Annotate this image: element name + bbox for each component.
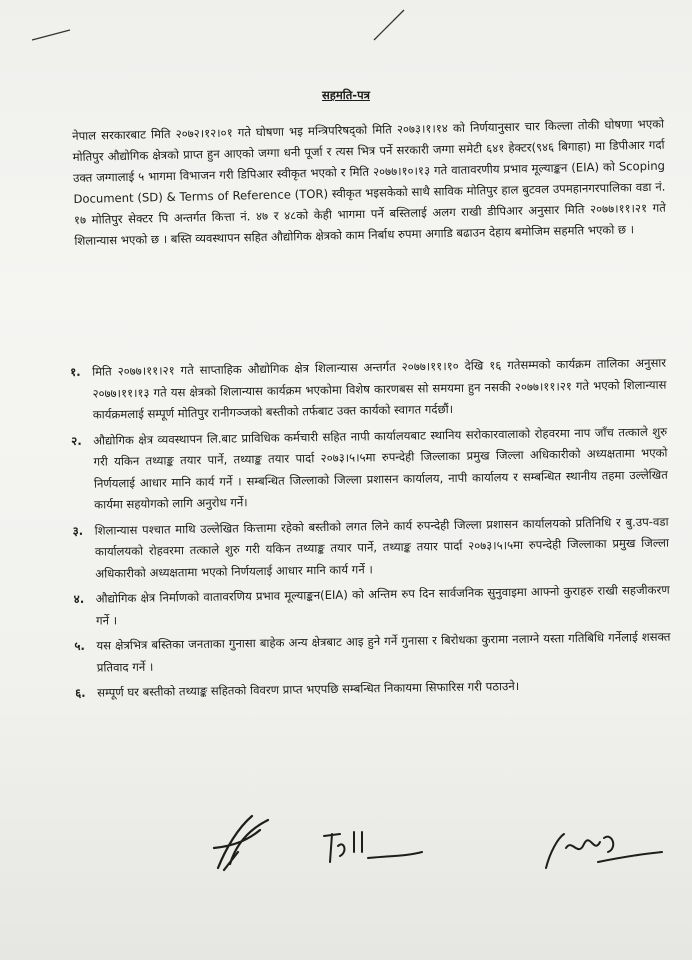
list-item	[70, 353, 667, 427]
item-text: मिति २०७७।११।२१ गते साप्ताहिक औद्योगिक क्षेत्र शिलान्यास अन्तर्गत २०७७।११।१० देखि १६ गतेसम्मको कार्यक्रम तालिका अनुसार २०७७।११।१३ गते यस क्षेत्रको शिलान्यास कार्यक्रम भएकोमा विशेष कारणबस सो समयमा हुन नसकी २०७७।११।२१ गते भएको शिलान्यास कार्यक्रमलाई सम्पूर्ण मोतिपुर रानीगञ्जको बस्तीको तर्फबाट उक्त कार्यको स्वागत गर्दछौं।	[92, 355, 667, 422]
agreement-list	[70, 353, 671, 709]
list-item	[74, 580, 671, 632]
item-number: ४.	[73, 591, 85, 606]
item-number: २.	[71, 433, 82, 448]
item-text: औद्योगिक क्षेत्र निर्माणको वातावरणिय प्रभाव मूल्याङ्कन(EIA) को अन्तिम रुप दिन सार्वजनिक सुनुवाइमा आफ्नो कुराहरु राखी सहजीकरण गर्ने ।	[95, 582, 670, 628]
pen-mark-left	[30, 24, 90, 44]
list-item	[75, 674, 671, 705]
item-number: १.	[70, 364, 81, 379]
list-item	[74, 627, 671, 679]
item-number: ६.	[75, 685, 86, 700]
intro-paragraph: नेपाल सरकारबाट मिति २०७२।१२।०१ गते घोषणा भइ मन्त्रिपरिषद्‌को मिति २०७३।१।१४ को निर्णयानुसार चार किल्ला तोकी घोषणा भएको मोतिपुर औद्योगिक क्षेत्रको प्राप्त हुन आएको जग्गा धनी पूर्जा र त्यस भित्र पर्ने सरकारी जग्गा समेटी ६४१ हेक्टर(९४६ बिगाहा) मा डिपीआर गर्दा उक्त जग्गालाई ५ भागमा विभाजन गरी डिपिआर स्वीकृत भएको र मिति २०७७।१०।१३ गते वातावरणीय प्रभाव मूल्याङ्कन (EIA) को Scoping Document (SD) & Terms of Reference (TOR) स्वीकृत भइसकेको साथै साविक मोतिपुर हाल बुटवल उपमहानगरपालिका वडा नं. १७ मोतिपुर सेक्टर पि अन्तर्गत कित्ता नं. ४७ र ४८को केही भागमा पर्ने बस्तिलाई अलग राखी डीपिआर अनुसार मिति २०७७।११।२१ गते शिलान्यास भएको छ । बस्ति व्यवस्थापन सहित औद्योगिक क्षेत्रको काम निर्बाध रुपमा अगाडि बढाउन देहाय बमोजिम सहमति भएको छ ।	[72, 116, 666, 248]
signature-left	[208, 808, 278, 878]
item-text: शिलान्यास पश्चात माथि उल्लेखित कित्तामा रहेको बस्तीको लगत लिने कार्य रुपन्देही जिल्ला प्रशासन कार्यालयको प्रतिनिधि र बु.उप-वडा कार्यालयको रोहवरमा तत्काले शुरु गरी यकिन तथ्याङ्क तयार पार्ने, तथ्याङ्क तयार पार्दा २०७३।५।५मा रुपन्देही जिल्लाका प्रमुख जिल्ला अधिकारीको अध्यक्षतामा भएको निर्णयलाई आधार मानि कार्य गर्ने ।	[94, 514, 670, 581]
list-item	[71, 421, 668, 516]
list-item	[72, 511, 669, 585]
item-number: ५.	[74, 638, 86, 653]
document-title: सहमति-पत्र	[322, 88, 370, 102]
item-number: ३.	[72, 523, 84, 538]
item-text: सम्पूर्ण घर बस्तीको तथ्याङ्क सहितको विवरण प्राप्त भएपछि सम्बन्धित निकायमा सिफारिस गरी पठाउने।	[97, 678, 520, 700]
signature-right	[538, 818, 668, 878]
item-text: यस क्षेत्रभित्र बस्तिका जनताका गुनासा बाहेक अन्य क्षेत्रबाट आइ हुने गर्ने गुनासा र बिरोधका कुरामा नलाग्ने यस्ता गतिबिधि गर्नेलाई शसक्त प्रतिवाद गर्ने ।	[96, 629, 671, 675]
signature-middle	[318, 822, 428, 872]
pen-mark-top	[370, 6, 410, 46]
item-text: औद्योगिक क्षेत्र व्यवस्थापन लि.बाट प्राविधिक कर्मचारी सहित नापी कार्यालयबाट स्थानिय सरोकारवालाको रोहवरमा नाप जाँच तत्काले शुरु गरी यकिन तथ्याङ्क तयार पार्ने, तथ्याङ्क तयार पार्दा २०७३।५।५मा रुपन्देही जिल्लाका प्रमुख जिल्ला अधिकारीको अध्यक्षतामा भएको निर्णयलाई आधार मानि कार्य गर्ने । सम्बन्धित जिल्लाको जिल्ला प्रशासन कार्यालय, नापी कार्यालय र सम्बन्धित स्थानीय तहमा उल्लेखित कार्यमा सहयोगको लागि अनुरोध गर्ने।	[93, 424, 668, 512]
